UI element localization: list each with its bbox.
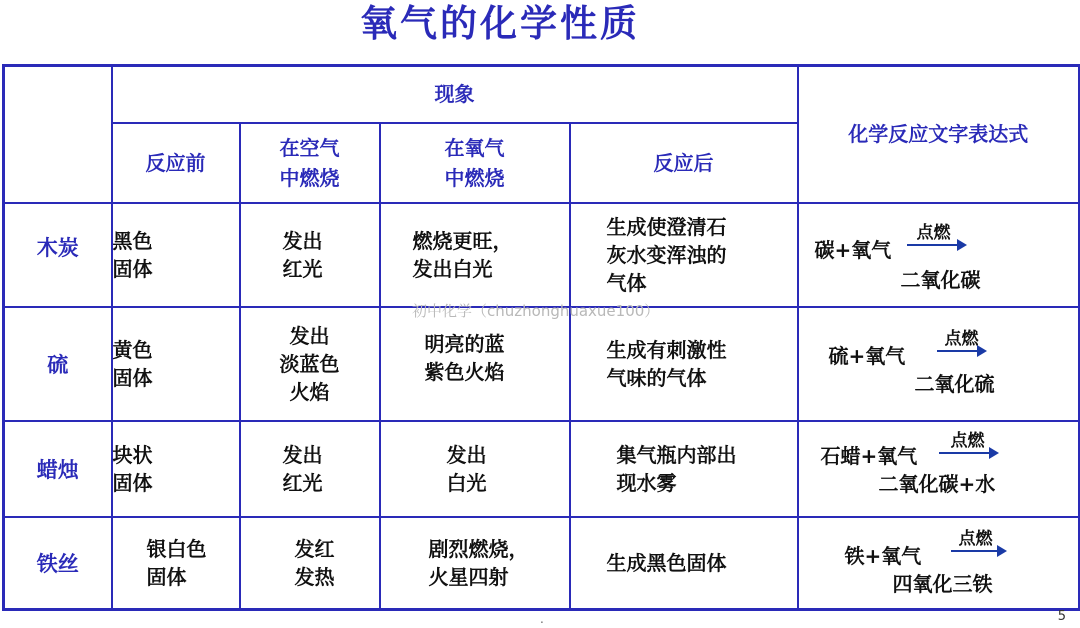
table-row — [4, 421, 1080, 517]
reaction-arrow-icon — [937, 350, 985, 352]
cell-air: 发出 红光 — [240, 203, 380, 307]
corner-cell — [4, 66, 112, 203]
formula-product: 二氧化碳 — [900, 267, 981, 292]
cell-after: 生成使澄清石 灰水变浑浊的 气体 — [570, 203, 798, 307]
cell-oxygen: 明亮的蓝 紫色火焰 — [380, 307, 570, 421]
formula-reactants: 碳+氧气 — [814, 237, 892, 262]
cell-expression — [798, 517, 1080, 609]
row-label: 铁丝 — [4, 517, 112, 609]
row-label: 木炭 — [4, 203, 112, 307]
formula-condition: 点燃 — [916, 222, 951, 243]
formula-reactants: 硫+氧气 — [828, 343, 906, 368]
expression-header: 化学反应文字表达式 — [798, 66, 1080, 203]
table-row — [4, 307, 1080, 421]
cell-after: 集气瓶内部出 现水雾 — [570, 421, 798, 517]
reaction-arrow-icon — [907, 244, 965, 246]
formula-reactants: 铁+氧气 — [844, 544, 922, 569]
col-header-after: 反应后 — [570, 123, 798, 203]
cell-oxygen: 剧烈燃烧， 火星四射 — [380, 517, 570, 609]
row-label: 硫 — [4, 307, 112, 421]
cell-after: 生成黑色固体 — [570, 517, 798, 609]
phenomenon-header: 现象 — [112, 66, 798, 123]
col-header-air: 在空气 中燃烧 — [240, 123, 380, 203]
cell-after: 生成有刺激性 气味的气体 — [570, 307, 798, 421]
oxygen-properties-table — [2, 64, 1080, 611]
cell-before: 黑色 固体 — [112, 203, 240, 307]
table-row — [4, 203, 1080, 307]
cell-oxygen: 燃烧更旺， 发出白光 — [380, 203, 570, 307]
col-header-oxygen: 在氧气 中燃烧 — [380, 123, 570, 203]
page-number: 5 — [1057, 609, 1066, 624]
cell-expression — [798, 203, 1080, 307]
cell-air: 发红 发热 — [240, 517, 380, 609]
page-title: 氧气的化学性质 — [360, 1, 640, 45]
formula-product: 二氧化碳+水 — [878, 472, 996, 497]
cell-before: 银白色 固体 — [112, 517, 240, 609]
row-label: 蜡烛 — [4, 421, 112, 517]
formula-product: 四氧化三铁 — [892, 572, 993, 597]
cell-expression — [798, 421, 1080, 517]
reaction-arrow-icon — [951, 550, 1005, 552]
formula-condition: 点燃 — [958, 529, 993, 550]
cell-expression — [798, 307, 1080, 421]
cell-before: 黄色 固体 — [112, 307, 240, 421]
cell-before: 块状 固体 — [112, 421, 240, 517]
watermark: 初中化学（chuzhonghuaxue100） — [412, 302, 660, 320]
reaction-arrow-icon — [939, 452, 997, 454]
formula-reactants: 石蜡+氧气 — [820, 444, 918, 469]
formula-product: 二氧化硫 — [914, 371, 995, 396]
formula-condition: 点燃 — [944, 328, 979, 349]
table-row — [4, 517, 1080, 609]
formula-condition: 点燃 — [950, 431, 985, 452]
col-header-before: 反应前 — [112, 123, 240, 203]
cell-air: 发出 淡蓝色 火焰 — [240, 307, 380, 421]
footer-dot: . — [540, 612, 544, 626]
cell-air: 发出 红光 — [240, 421, 380, 517]
cell-oxygen: 发出 白光 — [380, 421, 570, 517]
